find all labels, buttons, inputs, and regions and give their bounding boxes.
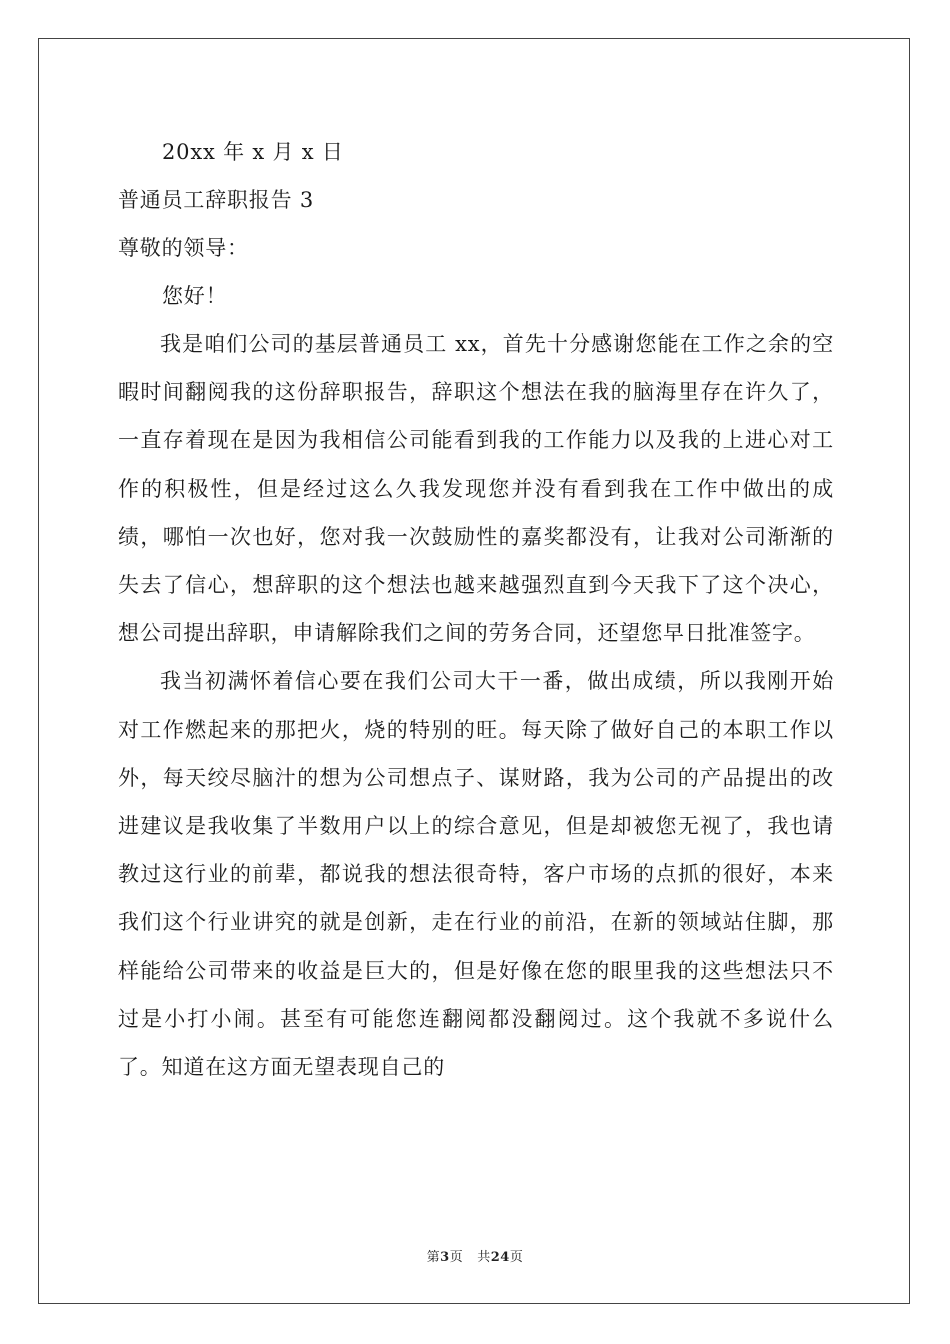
document-body	[118, 128, 834, 1091]
paragraph-2: 我当初满怀着信心要在我们公司大干一番，做出成绩，所以我刚开始对工作燃起来的那把火，烧的特别的旺。每天除了做好自己的本职工作以外，每天绞尽脑汁的想为公司想点子、谋财路，我为公司的产品提出的改进建议是我收集了半数用户以上的综合意见，但是却被您无视了，我也请教过这行业的前辈，都说我的想法很奇特，客户市场的点抓的很好，本来我们这个行业讲究的就是创新，走在行业的前沿，在新的领域站住脚，那样能给公司带来的收益是巨大的，但是好像在您的眼里我的这些想法只不过是小打小闹。甚至有可能您连翻阅都没翻阅过。这个我就不多说什么了。知道在这方面无望表现自己的	[118, 669, 834, 1080]
paragraph-1: 我是咱们公司的基层普通员工 xx，首先十分感谢您能在工作之余的空暇时间翻阅我的这份辞职报告，辞职这个想法在我的脑海里存在许久了，一直存着现在是因为我相信公司能看到我的工作能力以及我的上进心对工作的积极性，但是经过这么久我发现您并没有看到我在工作中做出的成绩，哪怕一次也好，您对我一次鼓励性的嘉奖都没有，让我对公司渐渐的失去了信心，想辞职的这个想法也越来越强烈直到今天我下了这个决心，想公司提出辞职，申请解除我们之间的劳务合同，还望您早日批准签字。	[118, 332, 834, 646]
salutation: 尊敬的领导：	[118, 236, 249, 260]
total-suffix: 页	[509, 1250, 524, 1265]
document-heading: 普通员工辞职报告 3	[118, 188, 315, 212]
page-prefix: 第	[426, 1250, 441, 1265]
date-line: 20xx 年 x 月 x 日	[162, 140, 344, 164]
total-prefix: 共	[477, 1250, 491, 1265]
page-current: 3	[440, 1250, 450, 1265]
page-suffix: 页	[449, 1250, 464, 1265]
page-total: 24	[490, 1250, 510, 1265]
greeting: 您好！	[162, 284, 228, 308]
page-footer	[0, 1246, 950, 1265]
